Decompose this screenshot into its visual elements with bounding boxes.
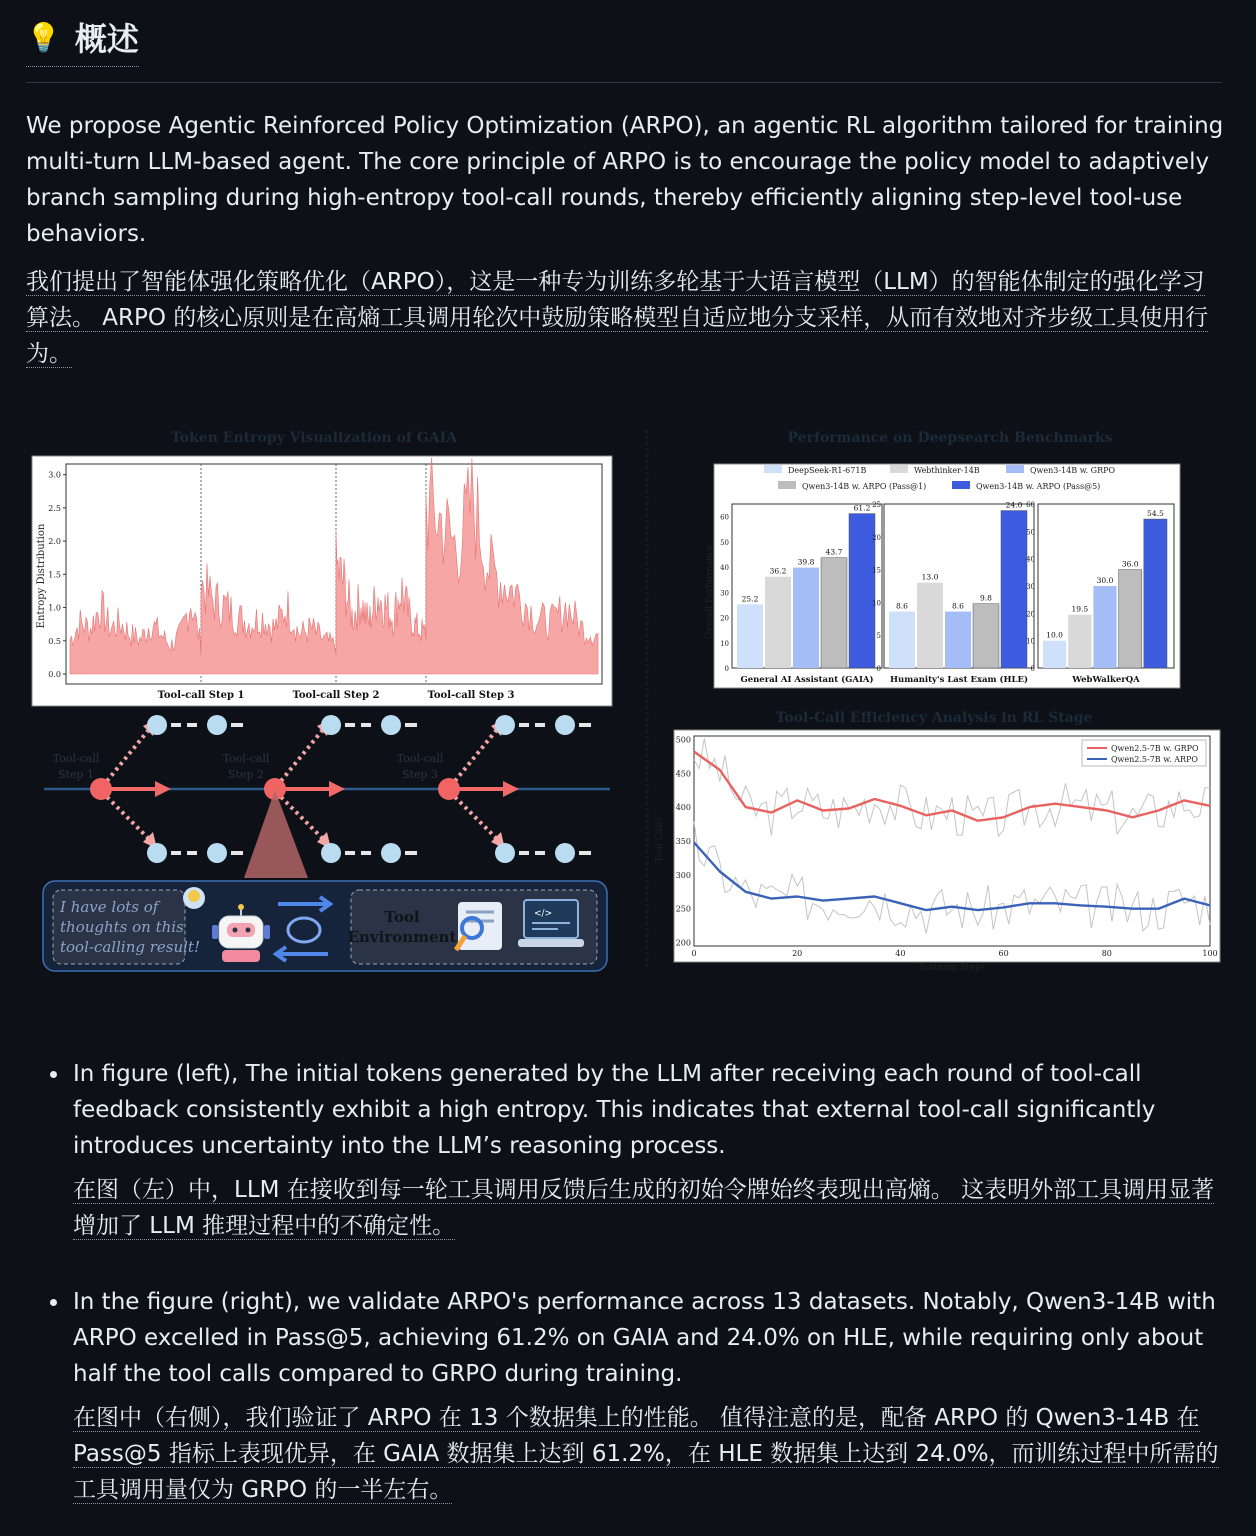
branch-node [495, 843, 515, 863]
bar-value-label: 9.8 [980, 593, 992, 603]
legend-swatch [764, 465, 782, 473]
branch-node [147, 843, 167, 863]
bar [1068, 615, 1091, 668]
legend-label: Qwen3-14B w. ARPO (Pass@5) [976, 482, 1101, 491]
branch-node [495, 715, 515, 735]
entropy-ylabel: Entropy Distribution [36, 523, 47, 629]
bar-tick-label: 20 [1026, 610, 1035, 619]
bullet-chinese-text: 在图中（右侧），我们验证了 ARPO 在 13 个数据集上的性能。 值得注意的是，配备 ARPO 的 Qwen3-14B 在 Pass@5 指标上表现优异，在 GAIA 数据集上达到 61.2%，在 HLE 数据集上达到 24.0%，而训练过程中所需的工具调用量仅为 GRPO 的一半左右。 [73, 1405, 1219, 1503]
env-label-2: Environment [347, 928, 457, 946]
bar-value-label: 25.2 [741, 594, 759, 604]
efficiency-title: Tool-Call Efficiency Analysis in RL Stage [775, 710, 1093, 726]
bar-tick-label: 20 [872, 533, 881, 542]
branching-diagram [43, 715, 610, 971]
legend-swatch [952, 481, 970, 489]
step-caption-2: Tool-call [222, 752, 270, 765]
env-label-1: Tool [384, 908, 420, 926]
bar-group-label: WebWalkerQA [1072, 675, 1140, 685]
legend-label: DeepSeek-R1-671B [788, 466, 867, 475]
bar-tick-label: 40 [720, 564, 729, 573]
entropy-tick-label: 3.0 [48, 470, 61, 480]
bar-group-label: Humanity's Last Exam (HLE) [889, 675, 1029, 685]
tool-call-node [90, 778, 112, 800]
legend-swatch [1006, 465, 1024, 473]
bar-tick-label: 0 [876, 665, 881, 673]
bar-tick-label: 25 [872, 501, 881, 509]
legend-label: Qwen3-14B w. GRPO [1030, 466, 1116, 475]
branch-arrow-up [455, 727, 499, 781]
intro-chinese [26, 264, 1226, 372]
legend-swatch [890, 465, 908, 473]
step-caption-2b: Step 2 [227, 768, 265, 781]
branch-arrow-up [107, 727, 151, 781]
branch-node [321, 843, 341, 863]
section-title: 概述 [74, 20, 139, 58]
step-caption-3b: Step 3 [401, 768, 439, 781]
bar-tick-label: 0 [1030, 665, 1035, 673]
step-label-3: Tool-call Step 3 [427, 690, 515, 701]
tool-call-node [438, 778, 460, 800]
thought-line-3: tool-calling result! [60, 938, 200, 956]
main-arrowhead [503, 781, 519, 797]
branch-node [147, 715, 167, 735]
line-y-tick: 200 [675, 938, 691, 948]
bullet-chinese [73, 1400, 1220, 1508]
bar [793, 568, 819, 668]
line-x-tick: 60 [998, 949, 1009, 958]
bullet-english: In the figure (right), we validate ARPO's performance across 13 datasets. Notably, Qwen3-14B with ARPO excelled in Pass@5, achieving 61.2% on GAIA and 24.0% on HLE, while requiring only about half the tool calls compared to GRPO during training. [73, 1289, 1216, 1387]
intro-chinese-text: 我们提出了智能体强化策略优化（ARPO），这是一种专为训练多轮基于大语言模型（LLM）的智能体制定的强化学习算法。 ARPO 的核心原则是在高熵工具调用轮次中鼓励策略模型自适应地分支采样，从而有效地对齐步级工具使用行为。 [26, 269, 1209, 367]
divider [26, 82, 1222, 83]
line-y-tick: 250 [675, 904, 691, 914]
line-x-tick: 40 [895, 949, 906, 958]
line-x-tick: 80 [1101, 949, 1112, 958]
thought-line-2: thoughts on this [60, 918, 184, 936]
bar-value-label: 24.0 [1005, 500, 1023, 510]
bar [917, 583, 943, 668]
bullet-chinese [73, 1172, 1220, 1244]
entropy-tick-label: 2.0 [48, 537, 61, 547]
bar-tick-label: 20 [720, 614, 729, 623]
line-x-tick: 100 [1202, 949, 1218, 958]
entropy-tick-label: 0.5 [48, 636, 61, 646]
branch-node [555, 843, 575, 863]
bar-tick-label: 30 [720, 589, 729, 598]
line-y-tick: 500 [675, 735, 691, 745]
idea-bulb-core [188, 890, 200, 902]
line-x-tick: 20 [792, 949, 803, 958]
legend-label: Qwen3-14B w. ARPO (Pass@1) [802, 482, 927, 491]
line-y-tick: 300 [675, 870, 691, 880]
thought-line-1: I have lots of [60, 898, 159, 916]
focus-beam [244, 790, 308, 878]
bar-value-label: 54.5 [1147, 509, 1164, 519]
step-label-1: Tool-call Step 1 [157, 690, 245, 701]
step-caption-3: Tool-call [396, 752, 444, 765]
bar-tick-label: 10 [1026, 637, 1035, 646]
bar-tick-label: 60 [720, 513, 729, 522]
line-legend-label: Qwen2.5-7B w. GRPO [1111, 744, 1199, 753]
branch-node [381, 843, 401, 863]
bar-tick-label: 50 [720, 538, 729, 547]
bar-value-label: 19.5 [1071, 604, 1089, 614]
bar [1001, 511, 1027, 668]
bar [1043, 641, 1066, 668]
figure [26, 420, 1226, 980]
efficiency-line-chart [655, 730, 1220, 973]
legend-swatch [778, 481, 796, 489]
bar [1119, 570, 1142, 668]
line-ylabel: Tool Calls [655, 817, 665, 863]
entropy-tick-label: 0.0 [48, 670, 61, 679]
bar-tick-label: 15 [872, 566, 881, 575]
line-legend-label: Qwen2.5-7B w. ARPO [1111, 755, 1198, 764]
line-x-tick: 0 [691, 949, 697, 958]
bar-ylabel: Overall Performance [705, 544, 715, 640]
bar [945, 612, 971, 668]
bar-value-label: 36.2 [769, 566, 787, 576]
bar-tick-label: 60 [1026, 501, 1035, 509]
line-y-tick: 450 [675, 769, 691, 779]
bar-value-label: 10.0 [1046, 630, 1063, 640]
laptop-code-icon [518, 900, 584, 947]
branch-arrow-down [455, 797, 499, 841]
bar [737, 604, 763, 668]
branch-arrow-up [281, 727, 325, 781]
bar-tick-label: 10 [720, 639, 729, 648]
bar-value-label: 43.7 [825, 547, 843, 557]
line-legend [1082, 740, 1206, 766]
bar-tick-label: 10 [872, 599, 881, 608]
bar [821, 558, 847, 668]
branch-node [381, 715, 401, 735]
bar [1144, 519, 1167, 668]
line-y-tick: 400 [675, 803, 691, 813]
branches [90, 715, 591, 863]
bar-value-label: 30.0 [1096, 576, 1114, 585]
branch-arrow-down [107, 797, 151, 841]
left-figure-title: Token Entropy Visualization of GAIA [170, 430, 458, 446]
section-heading [26, 14, 139, 67]
bullet-english: In figure (left), The initial tokens generated by the LLM after receiving each round of tool-call feedback consistently exhibit a high entropy. This indicates that external tool-call significantly introduces uncertainty into the LLM’s reasoning process. [73, 1061, 1156, 1159]
entropy-tick-label: 1.0 [48, 603, 61, 613]
bullet-list-1 [50, 1056, 1220, 1244]
entropy-tick-label: 2.5 [48, 503, 61, 513]
branch-node [321, 715, 341, 735]
entropy-chart [32, 456, 612, 706]
bar-value-label: 39.8 [797, 557, 815, 567]
bar-value-label: 8.6 [896, 601, 908, 611]
lightbulb-icon: 💡 [26, 20, 61, 54]
line-y-tick: 350 [675, 837, 691, 846]
legend-label: Webthinker-14B [914, 466, 980, 475]
bar-tick-label: 40 [1026, 555, 1035, 564]
bullet-item [50, 1284, 1220, 1508]
bar-tick-label: 5 [876, 632, 881, 641]
step-caption-1b: Step 1 [57, 768, 95, 781]
bar-value-label: 61.2 [853, 503, 871, 513]
step-label-2: Tool-call Step 2 [292, 690, 380, 701]
bar [889, 612, 915, 668]
bar-value-label: 36.0 [1121, 559, 1139, 569]
branch-node [207, 715, 227, 735]
bar [973, 604, 999, 668]
bullet-chinese-text: 在图（左）中，LLM 在接收到每一轮工具调用反馈后生成的初始令牌始终表现出高熵。 这表明外部工具调用显著增加了 LLM 推理过程中的不确定性。 [73, 1177, 1215, 1239]
bar [765, 577, 791, 668]
benchmark-bar-chart [705, 464, 1180, 688]
bullet-list-2 [50, 1284, 1220, 1508]
bar-tick-label: 50 [1026, 528, 1035, 537]
bullet-item [50, 1056, 1220, 1244]
line-xlabel: Training Steps [918, 963, 986, 973]
step-caption-1: Tool-call [52, 752, 100, 765]
intro-english: We propose Agentic Reinforced Policy Optimization (ARPO), an agentic RL algorithm tailored for training multi-turn LLM-based agent. The core principle of ARPO is to encourage the policy model to adaptively branch sampling during high-entropy tool-call rounds, thereby efficiently aligning step-level tool-use behaviors. [26, 113, 1224, 247]
bar-value-label: 13.0 [921, 572, 939, 582]
branch-node [555, 715, 575, 735]
main-arrowhead [329, 781, 345, 797]
svg-text:</>: </> [534, 909, 553, 919]
bar-tick-label: 30 [1026, 583, 1035, 591]
bar-value-label: 8.6 [952, 601, 964, 611]
search-document-icon [456, 902, 502, 950]
main-arrowhead [155, 781, 171, 797]
branch-node [207, 843, 227, 863]
bar-group-label: General AI Assistant (GAIA) [740, 675, 874, 685]
entropy-tick-label: 1.5 [48, 570, 61, 580]
right-figure-title: Performance on Deepsearch Benchmarks [787, 430, 1113, 446]
bar [1093, 586, 1116, 668]
bar-tick-label: 0 [724, 665, 729, 673]
